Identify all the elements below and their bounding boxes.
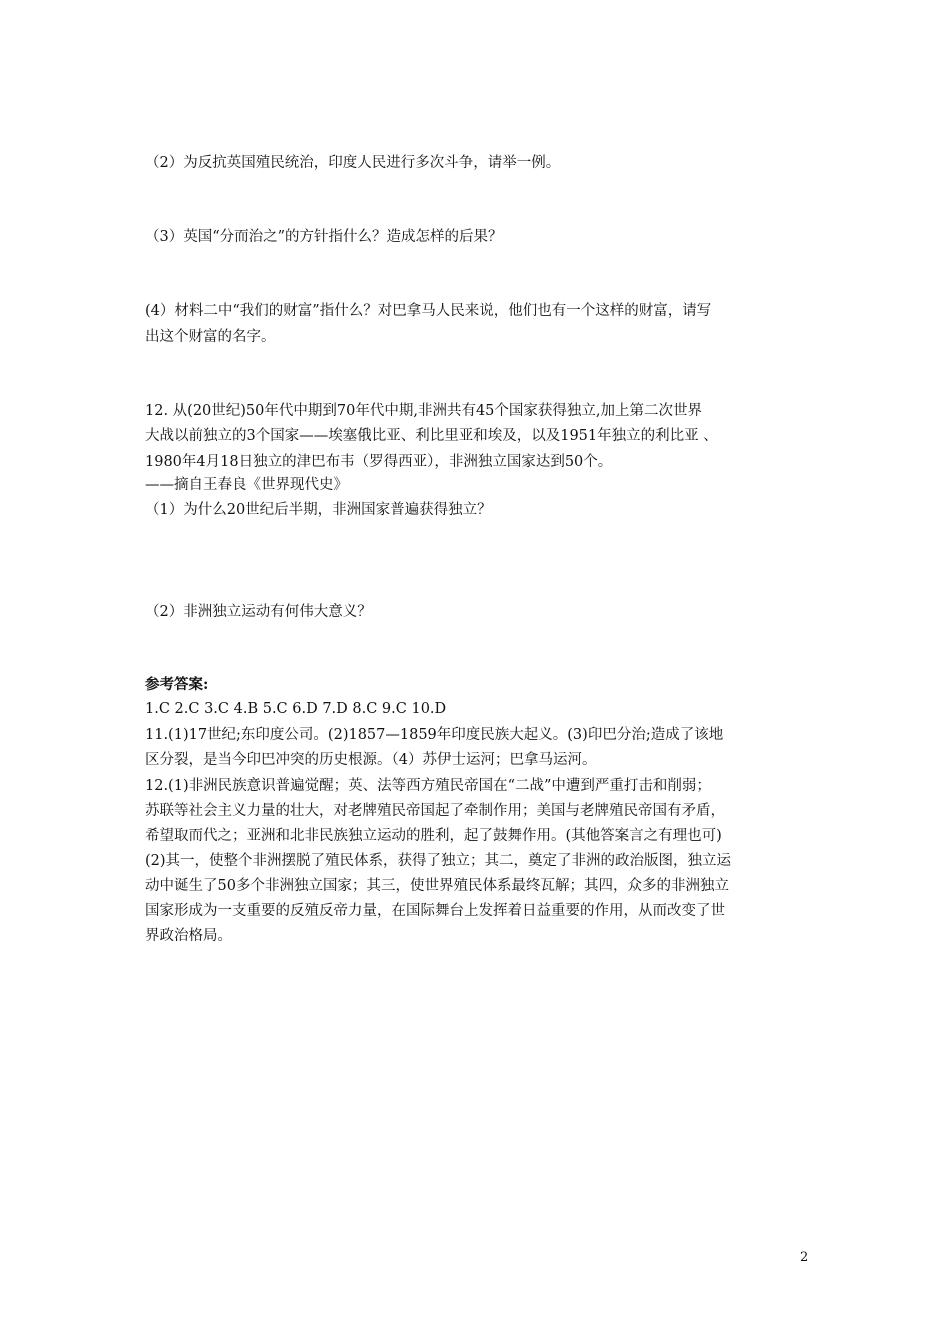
q11-sub3: （3）英国“分而治之”的方针指什么？造成怎样的后果？	[145, 229, 503, 245]
q12-line2: 大战以前独立的3个国家——埃塞俄比亚、利比里亚和埃及，以及1951年独立的利比亚 、	[145, 428, 718, 444]
answer-11-line1: 11.(1)17世纪;东印度公司。(2)1857—1859年印度民族大起义。(3)印巴分治;造成了该地	[145, 727, 724, 743]
q12-line3: 1980年4月18日独立的津巴布韦（罗得西亚），非洲独立国家达到50个。	[145, 454, 613, 470]
answer-12-line7: 界政治格局。	[145, 928, 232, 944]
answer-12-line1: 12.(1)非洲民族意识普遍觉醒；英、法等西方殖民帝国在“二战”中遭到严重打击和削弱；	[145, 778, 711, 794]
q12-sub1: （1）为什么20世纪后半期，非洲国家普遍获得独立？	[145, 502, 492, 518]
answer-12-line6: 国家形成为一支重要的反殖反帝力量，在国际舞台上发挥着日益重要的作用，从而改变了世	[145, 903, 725, 919]
q12-sub2: （2）非洲独立运动有何伟大意义？	[145, 604, 372, 620]
answers-heading: 参考答案:	[145, 676, 209, 693]
q12-source: ——摘自王春良《世界现代史》	[145, 477, 348, 493]
answer-12-line2: 苏联等社会主义力量的壮大，对老牌殖民帝国起了牵制作用；美国与老牌殖民帝国有矛盾，	[145, 803, 725, 819]
answer-11-line2: 区分裂，是当今印巴冲突的历史根源。（4）苏伊士运河；巴拿马运河。	[145, 752, 597, 768]
q11-sub4-line2: 出这个财富的名字。	[145, 329, 276, 345]
answer-12-line4: (2)其一，使整个非洲摆脱了殖民体系，获得了独立；其二，奠定了非洲的政治版图，独立运	[145, 853, 732, 869]
answer-12-line5: 动中诞生了50多个非洲独立国家；其三，使世界殖民体系最终瓦解；其四，众多的非洲独立	[145, 878, 729, 894]
q11-sub2: （2）为反抗英国殖民统治，印度人民进行多次斗争，请举一例。	[145, 155, 561, 171]
answer-12-line3: 希望取而代之；亚洲和北非民族独立运动的胜利，起了鼓舞作用。(其他答案言之有理也可)	[145, 828, 722, 844]
answers-mc: 1.C 2.C 3.C 4.B 5.C 6.D 7.D 8.C 9.C 10.D	[145, 701, 447, 717]
q11-sub4-line1: (4）材料二中“我们的财富”指什么？对巴拿马人民来说，他们也有一个这样的财富，请写	[145, 303, 712, 319]
q12-line1: 12. 从(20世纪)50年代中期到70年代中期,非洲共有45个国家获得独立,加上第二次世界	[145, 403, 703, 419]
page-number: 2	[800, 1250, 809, 1265]
